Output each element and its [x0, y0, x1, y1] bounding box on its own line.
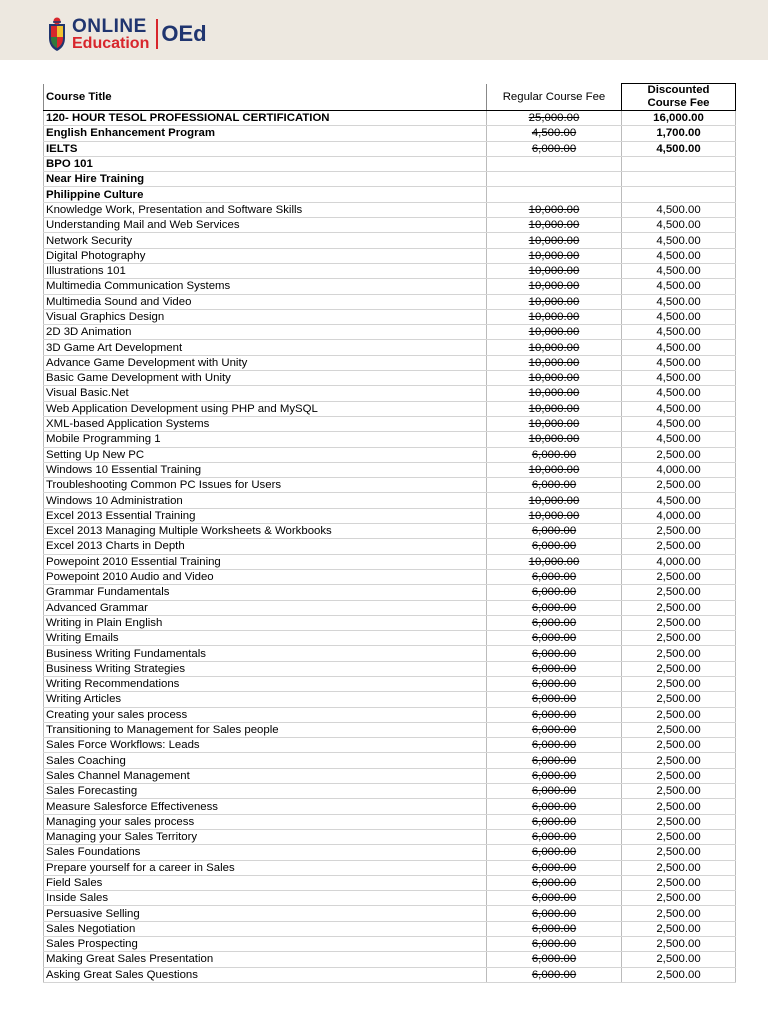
discounted-fee-cell: 4,500.00 [622, 493, 736, 508]
table-row [44, 126, 736, 141]
course-title-cell: Field Sales [44, 875, 487, 890]
course-title-cell: Illustrations 101 [44, 263, 487, 278]
table-row [44, 355, 736, 370]
discounted-fee-cell: 4,500.00 [622, 416, 736, 431]
discounted-fee-cell: 2,500.00 [622, 661, 736, 676]
table-row [44, 279, 736, 294]
discounted-fee-cell: 4,500.00 [622, 294, 736, 309]
table-row [44, 967, 736, 982]
regular-fee-cell: 6,000.00 [487, 676, 622, 691]
discounted-fee-cell: 4,500.00 [622, 202, 736, 217]
regular-fee-cell: 6,000.00 [487, 860, 622, 875]
course-title-cell: Inside Sales [44, 891, 487, 906]
table-row [44, 845, 736, 860]
regular-fee-cell: 10,000.00 [487, 371, 622, 386]
regular-fee-cell: 10,000.00 [487, 386, 622, 401]
regular-fee-cell: 6,000.00 [487, 447, 622, 462]
discounted-fee-cell: 2,500.00 [622, 829, 736, 844]
regular-fee-cell: 10,000.00 [487, 432, 622, 447]
logo-online-text: ONLINE [72, 15, 147, 37]
course-title-cell: Near Hire Training [44, 172, 487, 187]
table-row [44, 891, 736, 906]
course-title-cell: Business Writing Strategies [44, 661, 487, 676]
regular-fee-cell: 10,000.00 [487, 493, 622, 508]
table-row [44, 921, 736, 936]
course-title-cell: Excel 2013 Essential Training [44, 508, 487, 523]
course-title-cell: Multimedia Communication Systems [44, 279, 487, 294]
course-title-cell: Understanding Mail and Web Services [44, 218, 487, 233]
regular-fee-cell: 10,000.00 [487, 248, 622, 263]
regular-fee-cell: 6,000.00 [487, 738, 622, 753]
shield-crest-icon [46, 16, 68, 52]
table-body [44, 111, 736, 983]
table-row [44, 646, 736, 661]
table-row [44, 462, 736, 477]
course-title-cell: Windows 10 Administration [44, 493, 487, 508]
course-title-cell: Network Security [44, 233, 487, 248]
discounted-fee-cell: 1,700.00 [622, 126, 736, 141]
table-row [44, 386, 736, 401]
discounted-fee-cell: 4,500.00 [622, 432, 736, 447]
logo [46, 14, 207, 54]
course-title-cell: Windows 10 Essential Training [44, 462, 487, 477]
table-row [44, 111, 736, 126]
regular-fee-cell: 4,500.00 [487, 126, 622, 141]
table-row [44, 263, 736, 278]
regular-fee-cell: 6,000.00 [487, 814, 622, 829]
table-row [44, 340, 736, 355]
course-title-cell: Writing Emails [44, 631, 487, 646]
course-title-cell: Sales Foundations [44, 845, 487, 860]
course-title-cell: Knowledge Work, Presentation and Software Skills [44, 202, 487, 217]
course-title-cell: Visual Graphics Design [44, 309, 487, 324]
discounted-fee-cell: 2,500.00 [622, 952, 736, 967]
discounted-fee-cell: 2,500.00 [622, 921, 736, 936]
table-row [44, 141, 736, 156]
course-title-cell: Sales Channel Management [44, 768, 487, 783]
table-row [44, 784, 736, 799]
logo-wordmark [72, 17, 149, 52]
regular-fee-cell: 6,000.00 [487, 784, 622, 799]
table-row [44, 829, 736, 844]
discounted-fee-cell: 2,500.00 [622, 753, 736, 768]
regular-fee-cell: 6,000.00 [487, 569, 622, 584]
table-row [44, 539, 736, 554]
regular-fee-cell: 6,000.00 [487, 141, 622, 156]
regular-fee-cell: 6,000.00 [487, 906, 622, 921]
table-row [44, 937, 736, 952]
course-title-cell: Persuasive Selling [44, 906, 487, 921]
discounted-fee-cell: 2,500.00 [622, 906, 736, 921]
table-row [44, 432, 736, 447]
table-row [44, 294, 736, 309]
discounted-fee-cell: 2,500.00 [622, 646, 736, 661]
table-row [44, 416, 736, 431]
discounted-fee-cell: 4,500.00 [622, 355, 736, 370]
regular-fee-cell: 10,000.00 [487, 416, 622, 431]
discounted-fee-cell: 4,500.00 [622, 340, 736, 355]
discounted-fee-cell: 2,500.00 [622, 768, 736, 783]
course-title-cell: Mobile Programming 1 [44, 432, 487, 447]
regular-fee-cell: 6,000.00 [487, 539, 622, 554]
course-title-cell: Managing your Sales Territory [44, 829, 487, 844]
course-title-cell: Prepare yourself for a career in Sales [44, 860, 487, 875]
course-title-cell: Excel 2013 Charts in Depth [44, 539, 487, 554]
regular-fee-cell: 6,000.00 [487, 722, 622, 737]
discounted-fee-cell: 2,500.00 [622, 631, 736, 646]
regular-fee-cell: 10,000.00 [487, 294, 622, 309]
course-title-cell: 3D Game Art Development [44, 340, 487, 355]
course-title-cell: Sales Forecasting [44, 784, 487, 799]
discounted-fee-cell: 16,000.00 [622, 111, 736, 126]
table-row [44, 156, 736, 171]
discounted-fee-cell: 2,500.00 [622, 722, 736, 737]
discounted-fee-cell [622, 187, 736, 202]
header-course-title: Course Title [44, 84, 487, 111]
regular-fee-cell: 25,000.00 [487, 111, 622, 126]
table-header-row [44, 84, 736, 111]
discounted-fee-cell: 2,500.00 [622, 692, 736, 707]
table-row [44, 508, 736, 523]
table-row [44, 722, 736, 737]
course-title-cell: Measure Salesforce Effectiveness [44, 799, 487, 814]
table-row [44, 585, 736, 600]
discounted-fee-cell: 2,500.00 [622, 967, 736, 982]
discounted-fee-cell: 4,500.00 [622, 279, 736, 294]
table-row [44, 554, 736, 569]
discounted-fee-cell: 4,500.00 [622, 309, 736, 324]
regular-fee-cell: 6,000.00 [487, 937, 622, 952]
table-row [44, 248, 736, 263]
course-title-cell: Business Writing Fundamentals [44, 646, 487, 661]
discounted-fee-cell: 2,500.00 [622, 738, 736, 753]
table-row [44, 676, 736, 691]
regular-fee-cell: 10,000.00 [487, 202, 622, 217]
table-row [44, 218, 736, 233]
course-title-cell: Digital Photography [44, 248, 487, 263]
regular-fee-cell: 6,000.00 [487, 768, 622, 783]
discounted-fee-cell: 4,000.00 [622, 554, 736, 569]
regular-fee-cell: 10,000.00 [487, 401, 622, 416]
discounted-fee-cell: 2,500.00 [622, 539, 736, 554]
course-title-cell: Sales Force Workflows: Leads [44, 738, 487, 753]
regular-fee-cell: 6,000.00 [487, 524, 622, 539]
discounted-fee-cell: 4,000.00 [622, 462, 736, 477]
regular-fee-cell: 6,000.00 [487, 631, 622, 646]
table-row [44, 875, 736, 890]
regular-fee-cell: 6,000.00 [487, 661, 622, 676]
regular-fee-cell: 6,000.00 [487, 585, 622, 600]
regular-fee-cell: 10,000.00 [487, 218, 622, 233]
course-title-cell: Advance Game Development with Unity [44, 355, 487, 370]
table-row [44, 401, 736, 416]
course-title-cell: IELTS [44, 141, 487, 156]
table-row [44, 371, 736, 386]
table-row [44, 187, 736, 202]
regular-fee-cell: 10,000.00 [487, 554, 622, 569]
course-title-cell: BPO 101 [44, 156, 487, 171]
discounted-fee-cell: 2,500.00 [622, 569, 736, 584]
discounted-fee-cell: 2,500.00 [622, 784, 736, 799]
regular-fee-cell: 6,000.00 [487, 829, 622, 844]
discounted-fee-cell: 4,500.00 [622, 233, 736, 248]
regular-fee-cell: 6,000.00 [487, 891, 622, 906]
discounted-fee-cell: 2,500.00 [622, 799, 736, 814]
regular-fee-cell: 6,000.00 [487, 692, 622, 707]
table-row [44, 952, 736, 967]
discounted-fee-cell: 2,500.00 [622, 891, 736, 906]
table-row [44, 309, 736, 324]
table-row [44, 493, 736, 508]
header-discounted-line1: Discounted [647, 84, 710, 96]
discounted-fee-cell: 2,500.00 [622, 600, 736, 615]
course-title-cell: Transitioning to Management for Sales people [44, 722, 487, 737]
regular-fee-cell: 6,000.00 [487, 875, 622, 890]
course-title-cell: English Enhancement Program [44, 126, 487, 141]
header-discounted-fee [622, 84, 736, 111]
regular-fee-cell: 6,000.00 [487, 707, 622, 722]
table-row [44, 631, 736, 646]
course-title-cell: 120- HOUR TESOL PROFESSIONAL CERTIFICATION [44, 111, 487, 126]
discounted-fee-cell: 4,500.00 [622, 263, 736, 278]
course-title-cell: Setting Up New PC [44, 447, 487, 462]
regular-fee-cell: 6,000.00 [487, 845, 622, 860]
regular-fee-cell: 6,000.00 [487, 952, 622, 967]
regular-fee-cell: 6,000.00 [487, 478, 622, 493]
course-title-cell: Writing Articles [44, 692, 487, 707]
table-row [44, 569, 736, 584]
discounted-fee-cell: 2,500.00 [622, 676, 736, 691]
discounted-fee-cell: 2,500.00 [622, 814, 736, 829]
table-row [44, 768, 736, 783]
regular-fee-cell: 6,000.00 [487, 615, 622, 630]
header-discounted-line2: Course Fee [647, 97, 710, 109]
regular-fee-cell: 10,000.00 [487, 462, 622, 477]
course-title-cell: Web Application Development using PHP and MySQL [44, 401, 487, 416]
discounted-fee-cell: 4,500.00 [622, 371, 736, 386]
table-row [44, 233, 736, 248]
discounted-fee-cell [622, 172, 736, 187]
course-title-cell: Basic Game Development with Unity [44, 371, 487, 386]
course-title-cell: Asking Great Sales Questions [44, 967, 487, 982]
course-title-cell: Sales Coaching [44, 753, 487, 768]
course-title-cell: Powepoint 2010 Audio and Video [44, 569, 487, 584]
table-row [44, 906, 736, 921]
course-title-cell: Excel 2013 Managing Multiple Worksheets & Workbooks [44, 524, 487, 539]
regular-fee-cell: 10,000.00 [487, 355, 622, 370]
regular-fee-cell: 10,000.00 [487, 309, 622, 324]
discounted-fee-cell: 4,500.00 [622, 401, 736, 416]
discounted-fee-cell: 2,500.00 [622, 875, 736, 890]
discounted-fee-cell: 2,500.00 [622, 478, 736, 493]
course-title-cell: Creating your sales process [44, 707, 487, 722]
regular-fee-cell [487, 172, 622, 187]
regular-fee-cell [487, 156, 622, 171]
table-row [44, 661, 736, 676]
discounted-fee-cell: 2,500.00 [622, 937, 736, 952]
course-title-cell: Philippine Culture [44, 187, 487, 202]
course-title-cell: Multimedia Sound and Video [44, 294, 487, 309]
discounted-fee-cell: 4,500.00 [622, 248, 736, 263]
regular-fee-cell: 6,000.00 [487, 799, 622, 814]
header-regular-fee: Regular Course Fee [487, 84, 622, 111]
regular-fee-cell: 10,000.00 [487, 233, 622, 248]
regular-fee-cell: 10,000.00 [487, 325, 622, 340]
table-row [44, 202, 736, 217]
course-title-cell: Writing Recommendations [44, 676, 487, 691]
table-row [44, 172, 736, 187]
course-title-cell: Sales Negotiation [44, 921, 487, 936]
discounted-fee-cell: 4,500.00 [622, 141, 736, 156]
discounted-fee-cell: 4,500.00 [622, 386, 736, 401]
table-row [44, 478, 736, 493]
table-row [44, 860, 736, 875]
course-title-cell: Advanced Grammar [44, 600, 487, 615]
discounted-fee-cell: 2,500.00 [622, 845, 736, 860]
table-row [44, 707, 736, 722]
regular-fee-cell: 6,000.00 [487, 646, 622, 661]
logo-oed-text: OEd [161, 21, 207, 46]
table-row [44, 814, 736, 829]
table-row [44, 692, 736, 707]
logo-divider [156, 19, 158, 49]
regular-fee-cell: 6,000.00 [487, 921, 622, 936]
table-row [44, 738, 736, 753]
table-row [44, 753, 736, 768]
table-row [44, 615, 736, 630]
course-title-cell: Sales Prospecting [44, 937, 487, 952]
course-fee-table [43, 83, 736, 983]
discounted-fee-cell: 2,500.00 [622, 524, 736, 539]
regular-fee-cell: 10,000.00 [487, 340, 622, 355]
discounted-fee-cell: 4,500.00 [622, 325, 736, 340]
regular-fee-cell: 10,000.00 [487, 279, 622, 294]
regular-fee-cell [487, 187, 622, 202]
regular-fee-cell: 6,000.00 [487, 753, 622, 768]
discounted-fee-cell: 4,000.00 [622, 508, 736, 523]
course-title-cell: XML-based Application Systems [44, 416, 487, 431]
discounted-fee-cell: 2,500.00 [622, 447, 736, 462]
discounted-fee-cell: 4,500.00 [622, 218, 736, 233]
table-row [44, 600, 736, 615]
course-title-cell: Troubleshooting Common PC Issues for Users [44, 478, 487, 493]
course-title-cell: Writing in Plain English [44, 615, 487, 630]
course-title-cell: Grammar Fundamentals [44, 585, 487, 600]
regular-fee-cell: 6,000.00 [487, 967, 622, 982]
course-title-cell: Powepoint 2010 Essential Training [44, 554, 487, 569]
discounted-fee-cell: 2,500.00 [622, 707, 736, 722]
course-title-cell: Making Great Sales Presentation [44, 952, 487, 967]
table-row [44, 799, 736, 814]
table-row [44, 325, 736, 340]
course-title-cell: Visual Basic.Net [44, 386, 487, 401]
logo-education-text: Education [72, 34, 150, 52]
discounted-fee-cell: 2,500.00 [622, 860, 736, 875]
course-title-cell: Managing your sales process [44, 814, 487, 829]
discounted-fee-cell [622, 156, 736, 171]
regular-fee-cell: 10,000.00 [487, 508, 622, 523]
regular-fee-cell: 10,000.00 [487, 263, 622, 278]
discounted-fee-cell: 2,500.00 [622, 615, 736, 630]
header-band [0, 0, 768, 60]
regular-fee-cell: 6,000.00 [487, 600, 622, 615]
discounted-fee-cell: 2,500.00 [622, 585, 736, 600]
table-row [44, 524, 736, 539]
table-row [44, 447, 736, 462]
course-title-cell: 2D 3D Animation [44, 325, 487, 340]
